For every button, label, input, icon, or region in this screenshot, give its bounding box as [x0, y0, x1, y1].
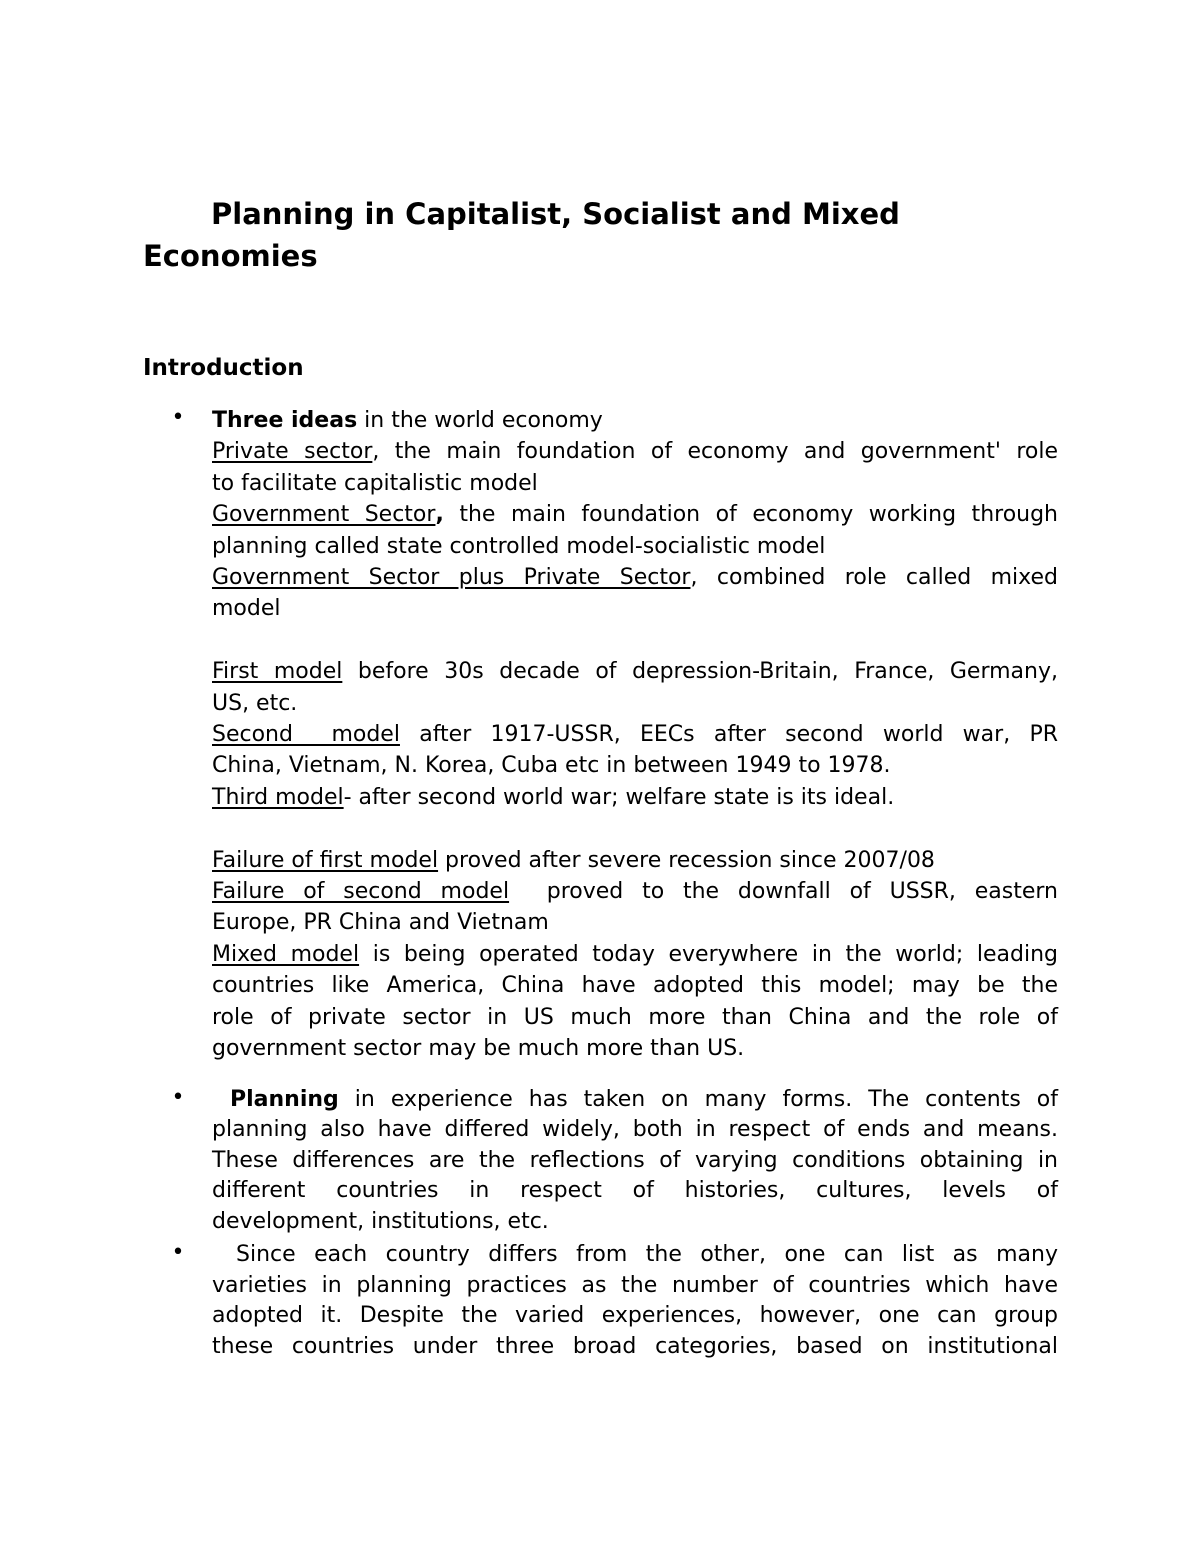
list-item [171, 1084, 1058, 1238]
bullet-icon: • [171, 1084, 185, 1110]
underlined-term: Failure of second model [212, 879, 510, 905]
paragraph-line: adopted it. Despite the varied experiences, however, one can group [212, 1303, 1058, 1328]
text: is being operated today everywhere in the world; leading [359, 941, 1058, 967]
title-line-1: Planning in Capitalist, Socialist and Mixed [211, 197, 900, 231]
underlined-term: Second model [212, 722, 400, 748]
bullet-lead [212, 405, 1058, 436]
text: proved after severe recession since 2007/08 [438, 847, 935, 873]
blank-line [212, 813, 1058, 844]
paragraph-line [212, 499, 1058, 530]
underlined-term: First model [212, 659, 343, 685]
paragraph-line: model [212, 596, 281, 622]
underlined-term: Government Sector [212, 502, 436, 528]
paragraph-line [212, 719, 1058, 750]
text: Since each country differs from the other, one can list as many [236, 1242, 1058, 1267]
list-spacing [212, 1065, 1058, 1085]
text: the main foundation of economy working through [443, 502, 1059, 528]
blank-line [212, 625, 1058, 656]
paragraph-line: varieties in planning practices as the number of countries which have [212, 1272, 1058, 1298]
paragraph-line: government sector may be much more than US. [212, 1036, 745, 1062]
paragraph-line: planning called state controlled model-socialistic model [212, 533, 826, 559]
bold-comma: , [435, 502, 444, 528]
paragraph-line: to facilitate capitalistic model [212, 470, 538, 496]
paragraph-line: these countries under three broad categories, based on institutional [212, 1333, 1058, 1359]
bullet-icon: • [171, 405, 185, 430]
bold-term: Three ideas [212, 408, 358, 433]
text: in the world economy [357, 408, 603, 433]
paragraph-line [212, 436, 1058, 467]
paragraph-line: Europe, PR China and Vietnam [212, 910, 549, 936]
paragraph-line [212, 845, 1058, 876]
paragraph-line [212, 1085, 1058, 1116]
paragraph-line: countries like America, China have adopted this model; may be the [212, 973, 1058, 999]
underlined-term: Failure of first model [212, 847, 439, 873]
section-heading: Introduction [143, 355, 304, 381]
text: proved to the downfall of USSR, eastern [509, 879, 1059, 905]
text: , the main foundation of economy and government' role [372, 439, 1059, 465]
document-title [143, 193, 1043, 277]
paragraph-line [212, 876, 1058, 907]
paragraph-line [212, 782, 1058, 813]
list-item [171, 1240, 1058, 1362]
paragraph-line [212, 562, 1058, 593]
text: after 1917-USSR, EECs after second world war, PR [399, 722, 1058, 748]
text: , combined role called mixed [690, 565, 1058, 591]
paragraph-line: role of private sector in US much more than China and the role of [212, 1004, 1058, 1030]
paragraph-line [212, 656, 1058, 687]
title-line-2: Economies [143, 239, 318, 273]
bullet-icon: • [171, 1240, 185, 1265]
paragraph-line [212, 939, 1058, 970]
text: in experience has taken on many forms. The contents of [338, 1086, 1058, 1112]
paragraph-line: These differences are the reflections of varying conditions obtaining in [212, 1147, 1058, 1173]
paragraph-line: China, Vietnam, N. Korea, Cuba etc in between 1949 to 1978. [212, 753, 891, 779]
text: before 30s decade of depression-Britain, France, Germany, [342, 659, 1058, 685]
paragraph-line: US, etc. [212, 690, 298, 716]
underlined-term: Mixed model [212, 941, 360, 967]
text: - after second world war; welfare state is its ideal. [343, 784, 895, 810]
bullet-list [171, 405, 1059, 1362]
paragraph-line: development, institutions, etc. [212, 1208, 549, 1234]
paragraph-line: planning also have differed widely, both in respect of ends and means. [212, 1117, 1058, 1142]
bold-term: Planning [230, 1086, 339, 1112]
underlined-term: Government Sector plus Private Sector [212, 565, 691, 591]
paragraph-line [212, 1240, 1058, 1271]
list-item [171, 405, 1059, 1065]
underlined-term: Third model [212, 784, 344, 810]
underlined-term: Private sector [212, 439, 373, 465]
paragraph-line: different countries in respect of histories, cultures, levels of [212, 1178, 1058, 1203]
